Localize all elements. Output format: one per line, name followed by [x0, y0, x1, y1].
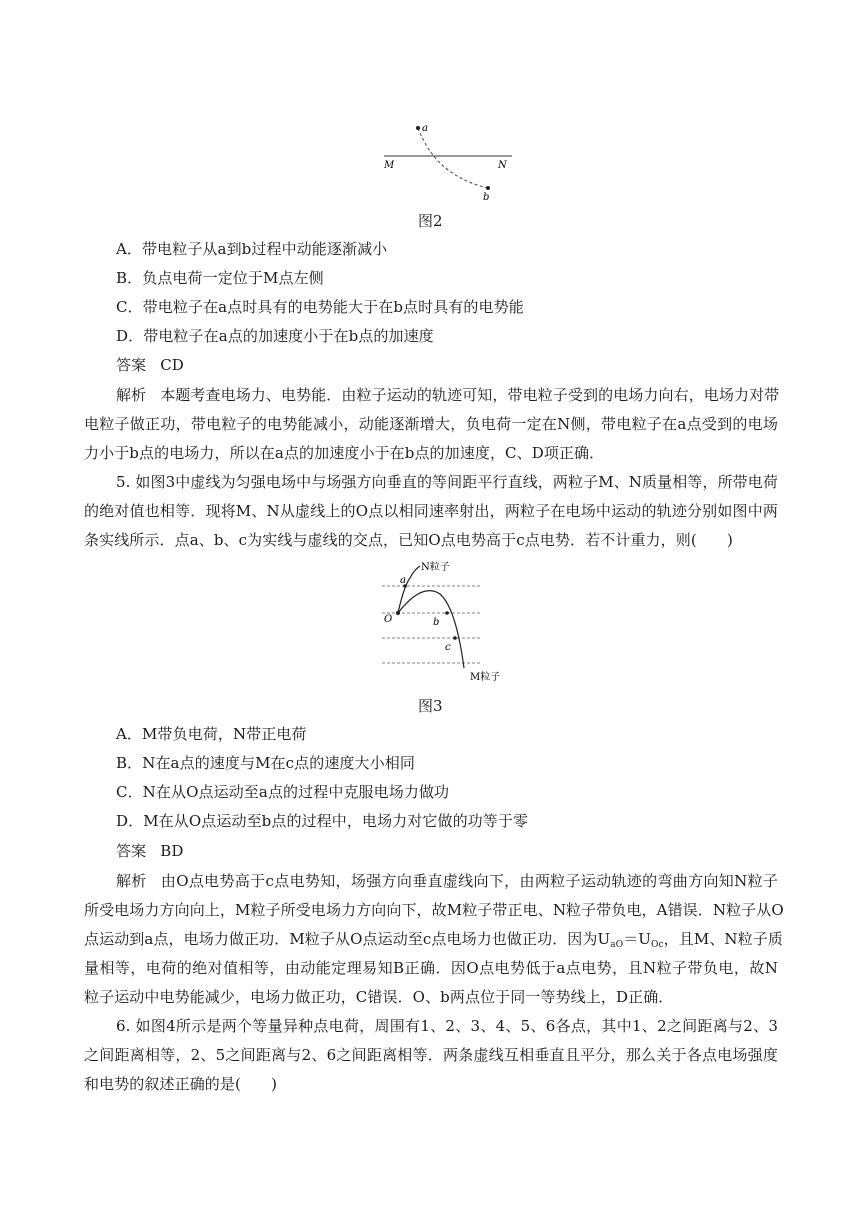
- q5-analysis-text-3: 点运动到a点，电场力做正功．M粒子从O点运动至c点电场力也做正功．因为U: [84, 930, 611, 948]
- q4-option-d: D．带电粒子在a点的加速度小于在b点的加速度: [116, 327, 434, 345]
- label-m: M: [384, 160, 395, 171]
- q4-analysis-line-3: 力小于b点的电场力，所以在a点的加速度小于在b点的加速度，C、D项正确．: [84, 444, 605, 462]
- q5-option-a: A．M带负电荷，N带正电荷: [116, 725, 307, 743]
- q5-stem-line-2: 的绝对值也相等．现将M、N从虚线上的O点以相同速率射出，两粒子在电场中运动的轨迹分别如图中两: [84, 502, 778, 520]
- q5-analysis-line-3: [84, 929, 783, 950]
- point-b-dot: [486, 186, 490, 190]
- q5-stem-line-1: 5. 如图3中虚线为匀强电场中与场强方向垂直的等间距平行直线，两粒子M、N质量相等，所带电荷: [116, 473, 778, 491]
- point-a-dot: [416, 126, 420, 130]
- q5-option-b: B．N在a点的速度与M在c点的速度大小相同: [116, 754, 415, 772]
- q6-stem-line-3: 和电势的叙述正确的是( ): [84, 1075, 278, 1093]
- q4-analysis-text-1: 本题考查电场力、电势能．由粒子运动的轨迹可知，带电粒子受到的电场力向右，电场力对带: [160, 386, 780, 404]
- label-b: b: [483, 192, 490, 202]
- label-a: a: [422, 123, 428, 134]
- label-c: c: [445, 642, 451, 653]
- q5-option-c: C．N在从O点运动至a点的过程中克服电场力做功: [116, 783, 450, 801]
- u-rest: ，且M、N粒子质: [663, 930, 783, 948]
- point-c-dot: [453, 636, 457, 640]
- q5-answer-label: 答案: [116, 842, 147, 860]
- q5-option-d: D．M在从O点运动至b点的过程中，电场力对它做的功等于零: [116, 812, 529, 830]
- point-b-dot: [445, 611, 449, 615]
- q5-analysis-line-2: 所受电场力方向向上，M粒子所受电场力方向向下，故M粒子带正电、N粒子带负电，A错误．N粒子从O: [84, 901, 784, 919]
- q4-option-b: B．负点电荷一定位于M点左侧: [116, 269, 324, 287]
- label-n: N: [498, 160, 507, 171]
- m-particle-trajectory: [398, 591, 464, 668]
- u-sub-ao: aO: [610, 940, 624, 950]
- particle-trajectory: [418, 128, 488, 188]
- q6-stem-line-1: 6. 如图4所示是两个等量异种点电荷，周围有1、2、3、4、5、6各点，其中1、2之间距离与2、3: [116, 1017, 778, 1035]
- label-o: O: [384, 614, 393, 625]
- u-sub-oc: Oc: [651, 940, 664, 950]
- q4-answer-value: CD: [160, 356, 184, 374]
- q4-analysis-line-1: [116, 385, 778, 405]
- label-n-particle: N粒子: [421, 562, 450, 573]
- q5-stem-line-3: 条实线所示．点a、b、c为实线与虚线的交点，已知O点电势高于c点电势．若不计重力，则( ): [84, 531, 733, 549]
- figure-3: [376, 556, 516, 686]
- q4-analysis-label: 解析: [116, 386, 147, 404]
- u-eq: ＝U: [623, 930, 652, 948]
- q5-analysis-line-1: [116, 871, 778, 891]
- label-b: b: [433, 617, 440, 628]
- q5-analysis-line-4: 量相等，电荷的绝对值相等，由动能定理易知B正确．因O点电势低于a点电势，且N粒子带负电，故N: [84, 959, 778, 977]
- q4-analysis-line-2: 电粒子做正功，带电粒子的电势能减小，动能逐渐增大，负电荷一定在N侧，带电粒子在a点受到的电场: [84, 415, 778, 433]
- figure-2-caption: 图2: [418, 212, 443, 230]
- q4-answer: [116, 355, 778, 375]
- figure-3-caption: 图3: [418, 697, 443, 715]
- label-m-particle: M粒子: [470, 672, 501, 683]
- q5-analysis-label: 解析: [116, 872, 147, 890]
- label-a: a: [400, 575, 406, 586]
- point-o-dot: [396, 611, 400, 615]
- q5-answer: [116, 841, 778, 861]
- q5-answer-value: BD: [160, 842, 184, 860]
- q5-analysis-text-1: 由O点电势高于c点电势知，场强方向垂直虚线向下，由两粒子运动轨迹的弯曲方向知N粒子: [160, 872, 778, 890]
- q4-option-c: C．带电粒子在a点时具有的电势能大于在b点时具有的电势能: [116, 298, 524, 316]
- q4-answer-label: 答案: [116, 356, 147, 374]
- n-particle-trajectory: [398, 566, 420, 613]
- figure-2: [378, 120, 518, 202]
- q5-analysis-line-5: 粒子运动中电势能减少，电场力做正功，C错误．O、b两点位于同一等势线上，D正确．: [84, 988, 674, 1006]
- q4-option-a: A．带电粒子从a到b过程中动能逐渐减小: [116, 240, 388, 258]
- q6-stem-line-2: 之间距离相等，2、5之间距离与2、6之间距离相等．两条虚线互相垂直且平分，那么关于各点电场强度: [84, 1046, 778, 1064]
